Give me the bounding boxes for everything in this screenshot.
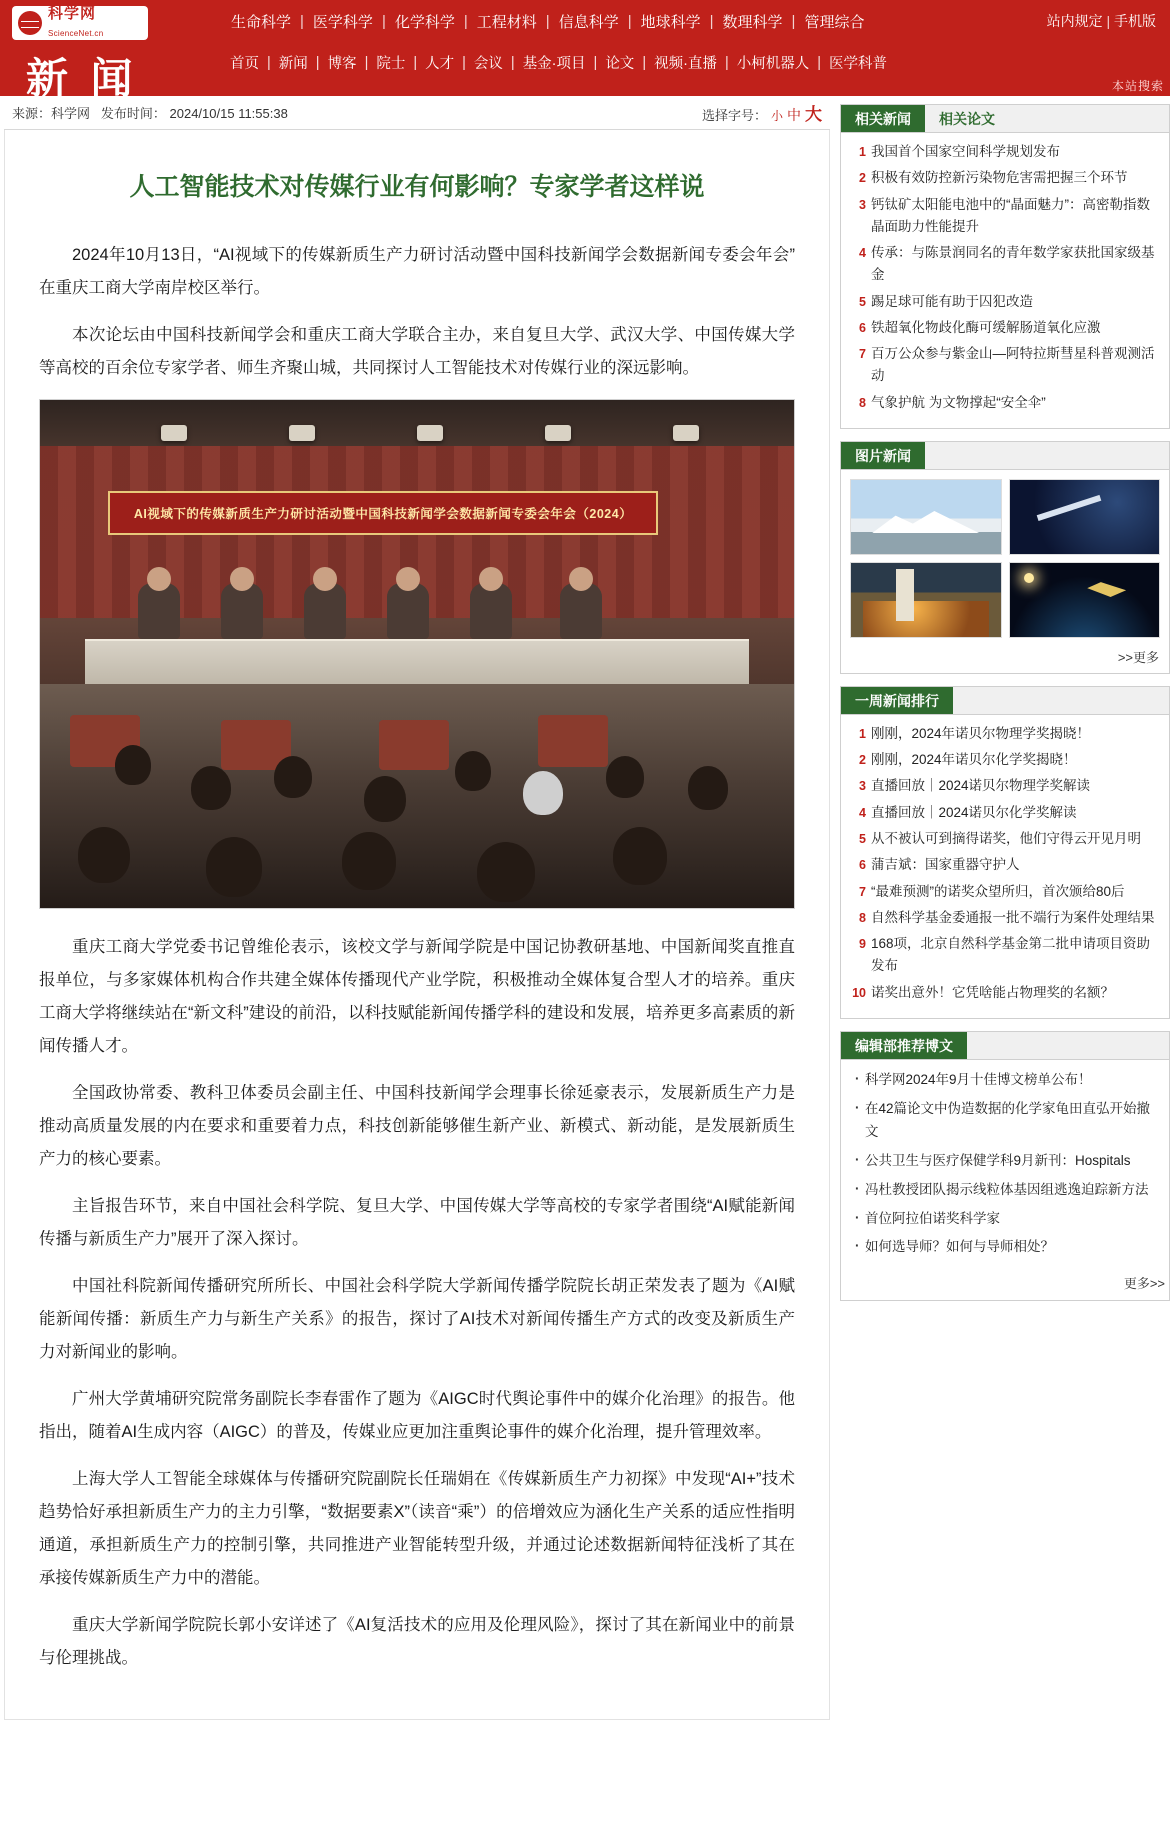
list-item[interactable] — [851, 723, 1159, 745]
nav-item-management[interactable]: 管理综合 — [804, 13, 865, 31]
list-item-label[interactable]: 直播回放｜2024诺贝尔化学奖解读 — [871, 804, 1077, 820]
page-title: 人工智能技术对传媒行业有何影响？专家学者这样说 — [129, 173, 705, 201]
article-paragraph: 广州大学黄埔研究院常务副院长李春雷作了题为《AIGC时代舆论事件中的媒介化治理》的报告。他指出，随着AI生成内容（AIGC）的普及，传媒业应更加注重舆论事件的媒介化治理，提升管理效率。 — [39, 1390, 795, 1441]
nav-sub-paper[interactable]: 论文 — [605, 56, 635, 72]
picture-news-panel — [840, 441, 1170, 674]
nav-item-earth-science[interactable]: 地球科学 — [640, 13, 701, 31]
nav-sub-blog[interactable]: 博客 — [327, 56, 357, 72]
list-item-label[interactable]: 诺奖出意外！它凭啥能占物理奖的名额？ — [871, 984, 1114, 1000]
weekly-ranking-panel — [840, 686, 1170, 1019]
nav-sub-fund-project[interactable]: 基金·项目 — [522, 56, 586, 72]
list-index: 2 — [859, 753, 866, 768]
picture-news-title: 图片新闻 — [841, 442, 925, 469]
font-size-switcher — [702, 100, 822, 125]
font-size-medium-button[interactable]: 中 — [787, 107, 801, 123]
list-item[interactable] — [851, 749, 1159, 771]
list-item[interactable]: · 公共卫生与医疗保健学科9月新刊：Hospitals — [853, 1150, 1157, 1173]
list-item[interactable] — [851, 317, 1159, 339]
list-index: 7 — [859, 347, 866, 362]
nav-sub: 首页 | 新闻 | 博客 | 院士 | 人才 | 会议 | 基金·项目 | 论文 | 视频·直播 | 小柯机器人 | 医学科普 — [200, 52, 1170, 73]
picture-news-thumb[interactable] — [1009, 562, 1161, 638]
photo-banner-text: AI视域下的传媒新质生产力研讨活动暨中国科技新闻学会数据新闻专委会年会（2024） — [108, 491, 658, 534]
list-item[interactable] — [851, 343, 1159, 388]
list-index: 2 — [859, 171, 866, 186]
nav-sub-conference[interactable]: 会议 — [473, 56, 503, 72]
list-item-label[interactable]: 168项，北京自然科学基金第二批申请项目资助发布 — [871, 936, 1151, 974]
nav-sub-video-live[interactable]: 视频·直播 — [654, 56, 717, 72]
article-body — [4, 130, 830, 1720]
list-item[interactable] — [851, 828, 1159, 850]
site-header — [0, 0, 1170, 103]
list-item-label[interactable]: 钙钛矿太阳能电池中的“晶面魅力”：高密勒指数晶面助力性能提升 — [871, 196, 1150, 234]
nav-sub-news[interactable]: 新闻 — [278, 56, 308, 72]
font-size-label: 选择字号： — [701, 108, 767, 123]
list-index: 3 — [859, 197, 866, 212]
weekly-ranking-title: 一周新闻排行 — [841, 687, 953, 714]
source-value[interactable]: 科学网 — [51, 106, 91, 121]
related-tabs — [841, 105, 1169, 133]
list-index: 6 — [859, 320, 866, 335]
editor-blog-list — [841, 1060, 1169, 1272]
nav-item-site-rules[interactable]: 站内规定 — [1046, 13, 1103, 29]
list-item[interactable]: · 在42篇论文中伪造数据的化学家龟田直弘开始撤文 — [853, 1098, 1157, 1144]
editor-blog-more-link[interactable]: 更多>> — [1123, 1276, 1165, 1292]
list-item[interactable] — [851, 907, 1159, 929]
list-item-label[interactable]: 直播回放｜2024诺贝尔物理学奖解读 — [871, 778, 1091, 794]
list-item-label[interactable]: 自然科学基金委通报一批不端行为案件处理结果 — [871, 909, 1155, 925]
nav-sub-talent[interactable]: 人才 — [425, 56, 455, 72]
list-index: 10 — [852, 985, 866, 1000]
picture-news-thumb[interactable] — [1009, 479, 1161, 555]
article-paragraph: 主旨报告环节，来自中国社会科学院、复旦大学、中国传媒大学等高校的专家学者围绕“AI赋能新闻传播与新质生产力”展开了深入探讨。 — [39, 1197, 795, 1248]
list-item[interactable] — [851, 775, 1159, 797]
logo-text-cn: 科学网 — [48, 5, 97, 22]
list-item[interactable] — [851, 194, 1159, 239]
picture-news-header — [841, 442, 1169, 470]
publish-time-label: 发布时间： — [100, 106, 166, 121]
list-item[interactable]: · 科学网2024年9月十佳博文榜单公布！ — [853, 1069, 1157, 1092]
list-item-label[interactable]: 刚刚，2024年诺贝尔物理学奖揭晓！ — [871, 725, 1091, 741]
list-item-label[interactable]: 积极有效防控新污染物危害需把握三个环节 — [871, 170, 1128, 186]
list-item[interactable] — [851, 291, 1159, 313]
list-index: 6 — [859, 858, 866, 873]
article-column — [4, 96, 830, 1720]
tab-related-papers[interactable]: 相关论文 — [925, 105, 1009, 132]
sidebar — [840, 96, 1170, 1313]
picture-news-thumb[interactable] — [850, 479, 1002, 555]
related-panel — [840, 104, 1170, 429]
editor-blog-panel — [840, 1031, 1170, 1302]
globe-icon — [18, 11, 42, 35]
picture-news-more-link[interactable]: >>更多 — [1117, 649, 1159, 665]
article-figure — [39, 399, 795, 909]
list-index: 5 — [859, 831, 866, 846]
list-index: 3 — [859, 779, 866, 794]
list-item[interactable] — [851, 881, 1159, 903]
weekly-ranking-header — [841, 687, 1169, 715]
nav-item-medical-science[interactable]: 医学科学 — [312, 13, 373, 31]
list-item-label[interactable]: 蒲吉斌：国家重器守护人 — [871, 857, 1020, 873]
article-paragraph: 重庆工商大学党委书记曾维伦表示，该校文学与新闻学院是中国记协教研基地、中国新闻奖直推直报单位，与多家媒体机构合作共建全媒体传播现代产业学院，积极推动全媒体复合型人才的培养。重庆工商大学将继续站在“新文科”建设的前沿，以科技赋能新闻传播学科的建设和发展，培养更多高素质的新闻传播人才。 — [39, 938, 795, 1055]
list-index: 8 — [859, 395, 866, 410]
list-item-label[interactable]: 我国首个国家空间科学规划发布 — [871, 144, 1060, 159]
related-news-list — [841, 133, 1169, 428]
conference-photo — [39, 399, 795, 909]
font-size-large-button[interactable]: 大 — [805, 105, 822, 124]
site-logo[interactable] — [0, 0, 200, 106]
nav-sub-xiaoke-robot[interactable]: 小柯机器人 — [736, 56, 810, 72]
list-index: 9 — [859, 937, 866, 952]
site-search-label[interactable]: 本站搜索 — [1111, 79, 1164, 93]
article-paragraph: 中国社科院新闻传播研究所所长、中国社会科学院大学新闻传播学院院长胡正荣发表了题为《AI赋能新闻传播：新质生产力与新生产关系》的报告，探讨了AI技术对新闻传播生产方式的改变及新质生产力对新闻业的影响。 — [39, 1277, 795, 1361]
publish-time-value: 2024/10/15 11:55:38 — [169, 106, 288, 121]
logo-text-en: ScienceNet.cn — [48, 29, 104, 38]
list-index: 1 — [859, 726, 866, 741]
nav-utility: 站内规定 | 手机版 — [1046, 13, 1156, 29]
nav-sub-academician[interactable]: 院士 — [376, 56, 406, 72]
article-paragraph: 本次论坛由中国科技新闻学会和重庆工商大学联合主办，来自复旦大学、武汉大学、中国传媒大学等高校的百余位专家学者、师生齐聚山城，共同探讨人工智能技术对传媒行业的深远影响。 — [39, 326, 795, 377]
weekly-ranking-list — [841, 715, 1169, 1018]
nav-item-math-physics[interactable]: 数理科学 — [722, 13, 783, 31]
article-paragraph: 2024年10月13日，“AI视域下的传媒新质生产力研讨活动暨中国科技新闻学会数据新闻专委会年会”在重庆工商大学南岸校区举行。 — [39, 246, 795, 297]
nav-categories: 生命科学 | 医学科学 | 化学科学 | 工程材料 | 信息科学 | 地球科学 | 数理科学 | 管理综合 站内规定 | 手机版 — [200, 6, 1170, 36]
logo-pill[interactable] — [12, 6, 148, 40]
editor-blog-header — [841, 1032, 1169, 1060]
nav-item-information[interactable]: 信息科学 — [558, 13, 619, 31]
list-index: 5 — [859, 294, 866, 309]
list-item[interactable] — [851, 982, 1159, 1004]
nav-sub-home[interactable]: 首页 — [230, 56, 259, 72]
tab-related-news[interactable]: 相关新闻 — [841, 105, 925, 132]
picture-news-thumb[interactable] — [850, 562, 1002, 638]
list-item[interactable]: · 冯杜教授团队揭示线粒体基因组逃逸迫踪新方法 — [853, 1179, 1157, 1202]
list-item[interactable] — [851, 141, 1159, 163]
list-item-label[interactable]: 刚刚，2024年诺贝尔化学奖揭晓！ — [871, 752, 1077, 768]
list-item[interactable] — [851, 802, 1159, 824]
picture-news-grid — [841, 470, 1169, 647]
list-item[interactable] — [851, 392, 1159, 414]
list-item-label[interactable]: 气象护航 为文物撑起“安全伞” — [871, 394, 1046, 410]
source-label: 来源： — [12, 106, 52, 121]
article-paragraph: 上海大学人工智能全球媒体与传播研究院副院长任瑞娟在《传媒新质生产力初探》中发现“AI+”技术趋势恰好承担新质生产力的主力引擎，“数据要素X”（读音“乘”）的倍增效应为涵化生产关系的适应性指明通道，承担新质生产力的控制引擎，共同推进产业智能转型升级，并通过论述数据新闻特征浅析了其在承接传媒新质生产力中的潜能。 — [39, 1470, 795, 1587]
list-item-label[interactable]: “最难预测”的诺奖众望所归，首次颁给80后 — [871, 883, 1125, 899]
list-index: 4 — [859, 246, 866, 261]
nav-item-mobile[interactable]: 手机版 — [1114, 13, 1156, 29]
page-body — [0, 96, 1170, 1720]
logo-section-title: 新 闻 — [26, 57, 139, 103]
header-nav — [200, 0, 1170, 73]
list-item-label[interactable]: 百万公众参与紫金山—阿特拉斯彗星科普观测活动 — [871, 346, 1155, 384]
list-item[interactable]: · 首位阿拉伯诺奖科学家 — [853, 1208, 1157, 1231]
list-item[interactable] — [851, 854, 1159, 876]
nav-item-engineering[interactable]: 工程材料 — [476, 13, 537, 31]
article-paragraph: 重庆大学新闻学院院长郭小安详述了《AI复活技术的应用及伦理风险》，探讨了其在新闻业中的前景与伦理挑战。 — [39, 1616, 795, 1667]
nav-sub-medical-popsci[interactable]: 医学科普 — [829, 56, 887, 72]
list-item-label[interactable]: 铁超氧化物歧化酶可缓解肠道氧化应激 — [871, 319, 1101, 335]
font-size-small-button[interactable]: 小 — [770, 109, 783, 123]
list-index: 7 — [859, 884, 866, 899]
nav-item-life-science[interactable]: 生命科学 — [231, 13, 292, 31]
list-item[interactable] — [851, 933, 1159, 978]
editor-blog-title: 编辑部推荐博文 — [841, 1032, 967, 1059]
list-index: 4 — [859, 805, 866, 820]
list-item-label[interactable]: 从不被认可到摘得诺奖，他们守得云开见月明 — [871, 830, 1141, 846]
list-item[interactable] — [851, 242, 1159, 287]
list-item[interactable] — [851, 167, 1159, 189]
list-item-label[interactable]: 踢足球可能有助于囚犯改造 — [871, 293, 1033, 309]
nav-item-chemistry[interactable]: 化学科学 — [394, 13, 455, 31]
list-item-label[interactable]: 传承：与陈景润同名的青年数学家获批国家级基金 — [871, 245, 1155, 283]
list-index: 8 — [859, 910, 866, 925]
article-paragraph: 全国政协常委、教科卫体委员会副主任、中国科技新闻学会理事长徐延豪表示，发展新质生产力是推动高质量发展的内在要求和重要着力点，科技创新能够催生新产业、新模式、新动能，是发展新质生产力的核心要素。 — [39, 1084, 795, 1168]
list-index: 1 — [859, 145, 866, 159]
list-item[interactable]: · 如何选导师？如何与导师相处？ — [853, 1236, 1157, 1259]
